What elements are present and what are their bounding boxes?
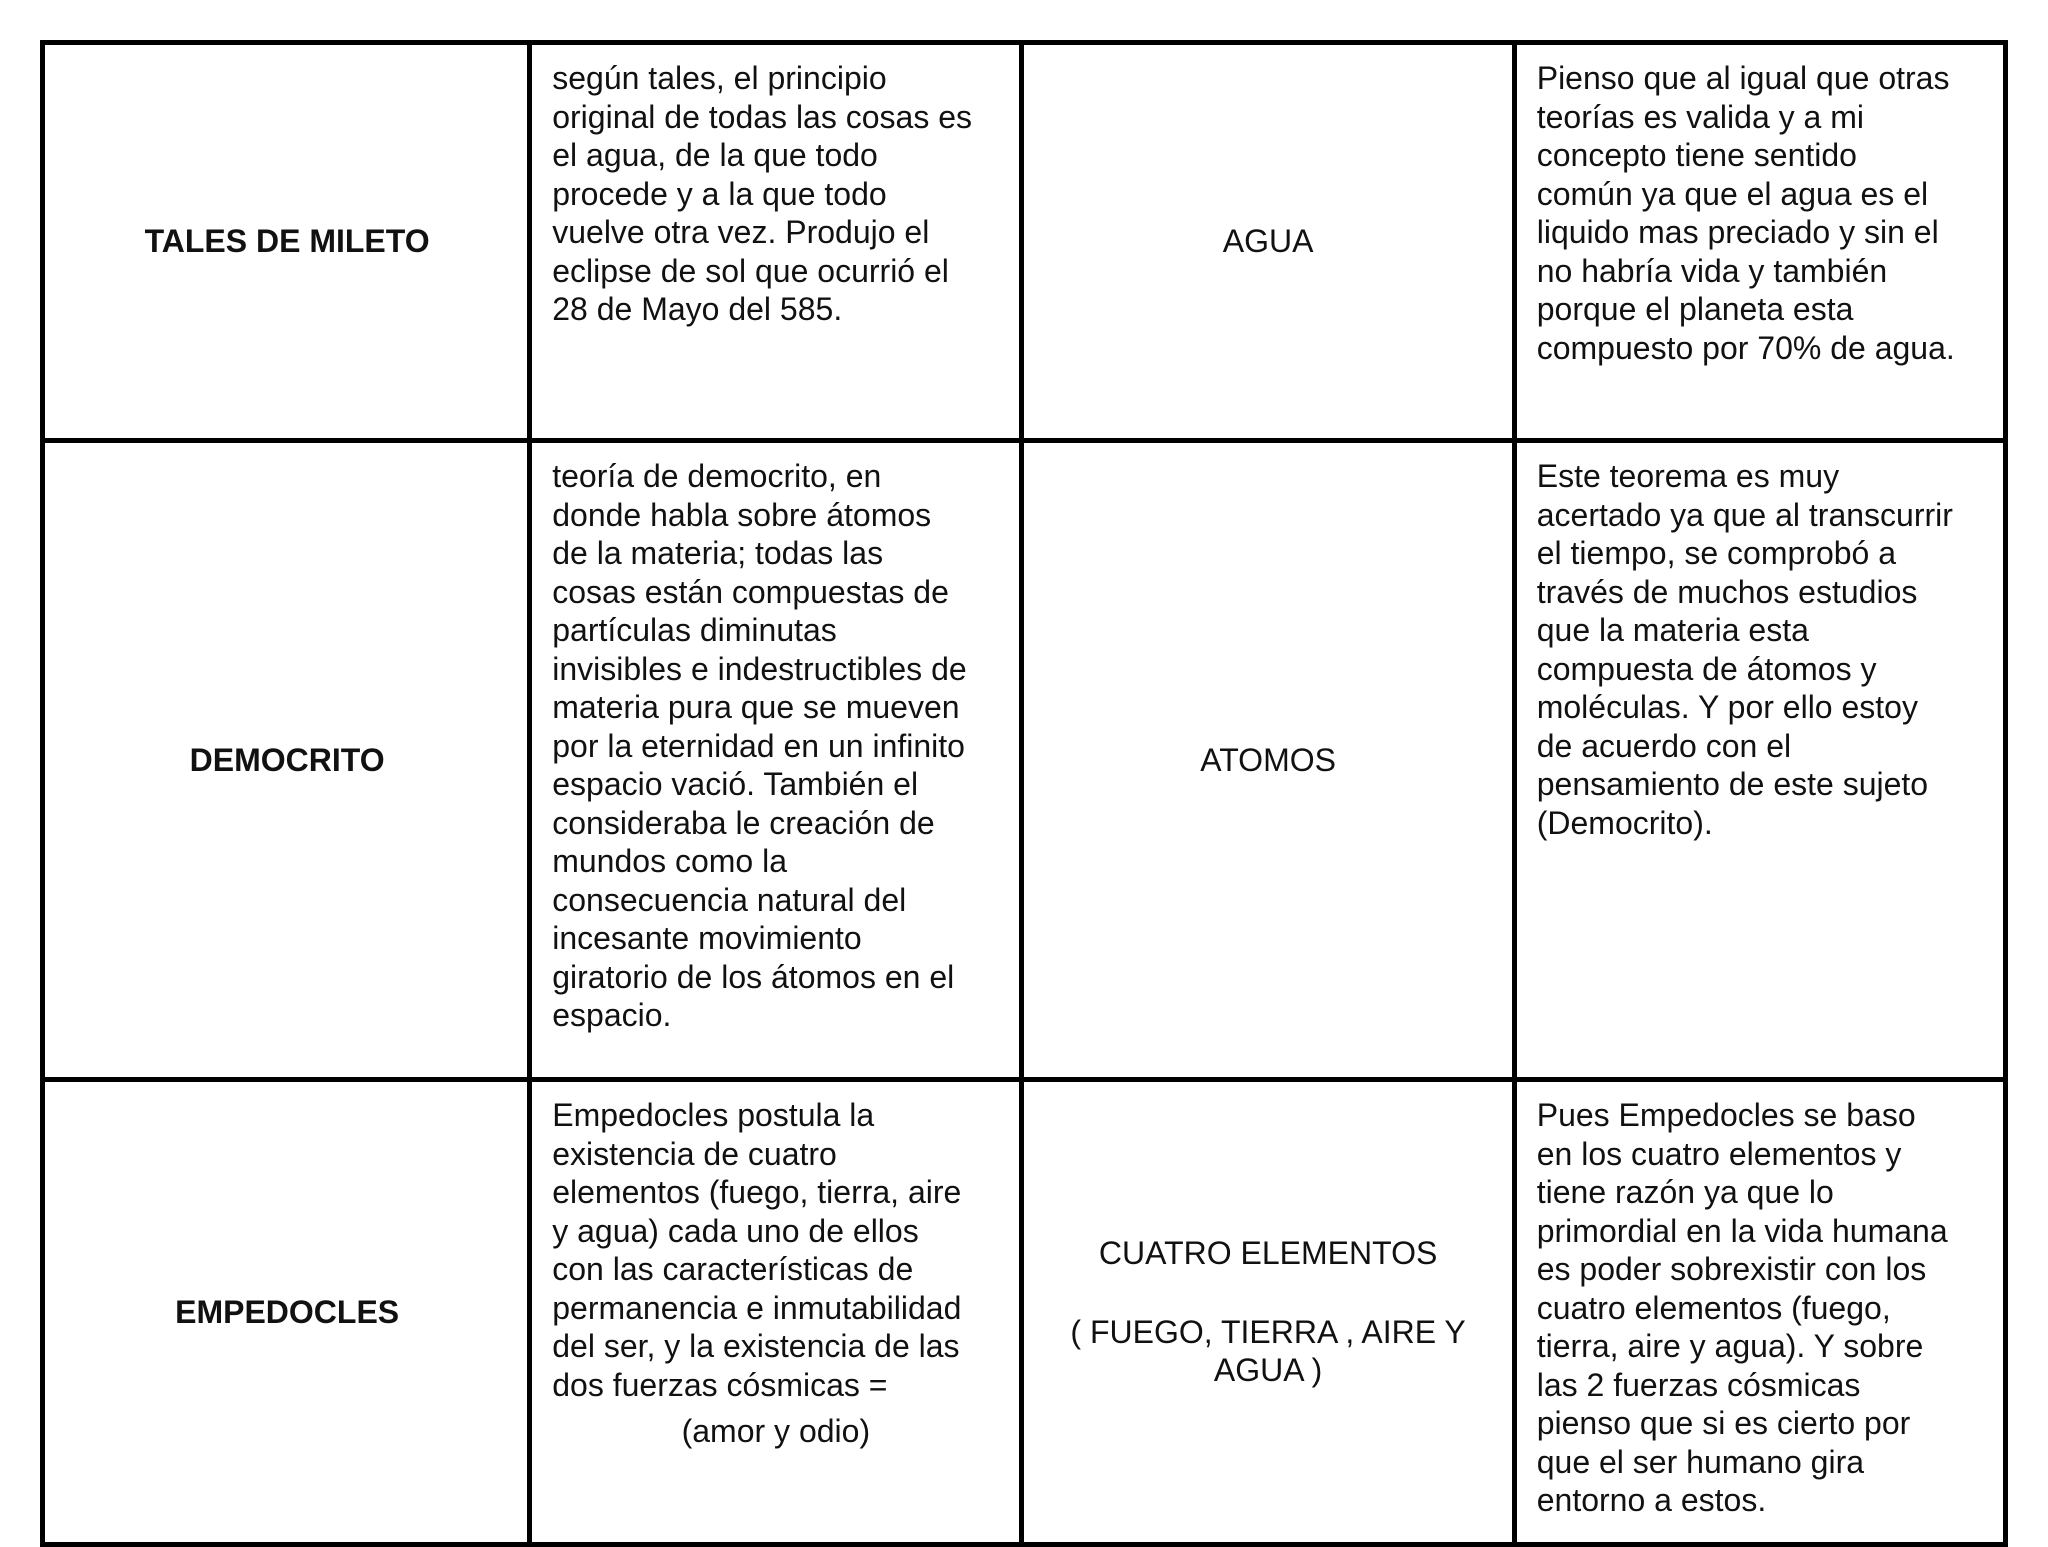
description-cell — [530, 43, 1022, 441]
philosopher-name: DEMOCRITO — [189, 741, 385, 778]
element-label: CUATRO ELEMENTOS — [1098, 1235, 1438, 1272]
philosopher-name: EMPEDOCLES — [175, 1293, 400, 1330]
description-note: (amor y odio) — [681, 1413, 871, 1449]
table-row — [43, 43, 2006, 441]
philosopher-cell — [43, 43, 530, 441]
element-label: AGUA — [1222, 223, 1314, 260]
opinion-cell — [1514, 43, 2005, 441]
table-row — [43, 1080, 2006, 1545]
description-text: según tales, el principio original de todas las cosas es el agua, de la que todo procede y a la que todo vuelve otra vez. Produjo el eclipse de sol que ocurrió el 28 de Mayo del 585. — [552, 60, 973, 327]
description-text: teoría de democrito, en donde habla sobre átomos de la materia; todas las cosas están compuestas de partículas diminutas invisibles e indestructibles de materia pura que se mueven por la eternidad en un infinito espacio vació. También el consideraba le creación de mundos como la consecuencia natural del incesante movimiento giratorio de los átomos en el espacio. — [552, 458, 967, 1033]
element-label: ATOMOS — [1200, 741, 1336, 778]
opinion-cell — [1514, 441, 2005, 1080]
description-cell — [530, 1080, 1022, 1545]
philosopher-cell — [43, 441, 530, 1080]
opinion-text: Pienso que al igual que otras teorías es valida y a mi concepto tiene sentido común ya que el agua es el liquido mas preciado y sin el no habría vida y también porque el planeta esta compuesto por 70% de agua. — [1536, 60, 1955, 366]
element-detail: ( FUEGO, TIERRA , AIRE Y AGUA ) — [1070, 1313, 1466, 1389]
table-row — [43, 441, 2006, 1080]
opinion-cell — [1514, 1080, 2005, 1545]
opinion-text: Pues Empedocles se baso en los cuatro elementos y tiene razón ya que lo primordial en la vida humana es poder sobrexistir con los cuatro elementos (fuego, tierra, aire y agua). Y sobre las 2 fuerzas cósmicas pienso que si es cierto por que el ser humano gira entorno a estos. — [1536, 1097, 1948, 1518]
element-cell — [1022, 43, 1514, 441]
description-text: Empedocles postula la existencia de cuatro elementos (fuego, tierra, aire y agua) cada uno de ellos con las características de permanencia e inmutabilidad del ser, y la existencia de las dos fuerzas cósmicas = — [552, 1097, 962, 1403]
element-cell — [1022, 1080, 1514, 1545]
philosophers-table — [40, 40, 2008, 1547]
opinion-text: Este teorema es muy acertado ya que al transcurrir el tiempo, se comprobó a través de muchos estudios que la materia esta compuesta de átomos y moléculas. Y por ello estoy de acuerdo con el pensamiento de este sujeto (Democrito). — [1536, 458, 1953, 841]
description-cell — [530, 441, 1022, 1080]
philosopher-cell — [43, 1080, 530, 1545]
philosopher-name: TALES DE MILETO — [144, 223, 430, 260]
element-cell — [1022, 441, 1514, 1080]
